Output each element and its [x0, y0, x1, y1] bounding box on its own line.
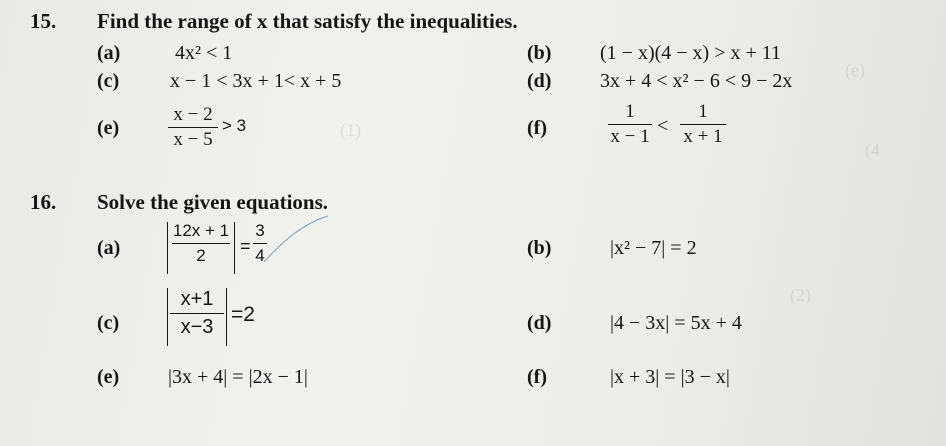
q15f-right-numerator: 1: [698, 101, 708, 122]
q15b-label: (b): [527, 42, 552, 64]
q15a-label: (a): [97, 42, 121, 64]
q15a-inequality: 4x² < 1: [175, 42, 233, 64]
q16f-label: (f): [527, 366, 547, 388]
q15c-label: (c): [97, 70, 120, 92]
q16e-equation: |3x + 4| = |2x − 1|: [168, 366, 308, 388]
absolute-value-bar: [167, 288, 168, 346]
q16c-numerator: x+1: [180, 288, 214, 310]
q15f-right-fraction: [680, 101, 726, 148]
q16c-fraction: [170, 287, 224, 340]
q16a-label: (a): [97, 237, 121, 259]
q16e-label: (e): [97, 366, 120, 388]
fraction-bar: [168, 127, 218, 128]
q15c-inequality: x − 1 < 3x + 1< x + 5: [170, 70, 342, 92]
fraction-bar: [680, 124, 726, 125]
q15f-left-numerator: 1: [625, 101, 635, 122]
absolute-value-bar: [167, 222, 168, 274]
q15e-rest: > 3: [222, 116, 247, 135]
q15e-numerator: x − 2: [173, 104, 213, 125]
q16d-label: (d): [527, 312, 552, 334]
q15f-right-denominator: x + 1: [683, 126, 723, 147]
q16a-right-numerator: 3: [255, 221, 265, 240]
q15f-left-fraction: [608, 101, 652, 148]
q15b-inequality: (1 − x)(4 − x) > x + 11: [600, 42, 782, 64]
q16c-denominator: x−3: [180, 316, 214, 338]
question-15-number: 15.: [30, 9, 57, 33]
q15f-operator: <: [657, 115, 669, 137]
show-through-mark: (e): [845, 60, 865, 80]
q16b-equation: |x² − 7| = 2: [610, 237, 697, 259]
q15f-left-denominator: x − 1: [610, 126, 650, 147]
q16c-label: (c): [97, 312, 120, 334]
question-15-title: Find the range of x that satisfy the inequalities.: [97, 9, 518, 33]
fraction-bar: [608, 124, 652, 125]
show-through-mark: (2): [790, 285, 811, 305]
q16a-denominator: 2: [196, 246, 206, 265]
question-16-number: 16.: [30, 190, 57, 214]
show-through-mark: (1): [340, 120, 361, 140]
absolute-value-bar: [234, 222, 235, 274]
q16a-right-denominator: 4: [255, 246, 265, 265]
q15e-label: (e): [97, 117, 120, 139]
fraction-bar: [172, 243, 230, 244]
q15d-label: (d): [527, 70, 552, 92]
q16c-rest: =2: [231, 303, 255, 326]
q15f-label: (f): [527, 117, 547, 139]
q16b-label: (b): [527, 237, 552, 259]
q16a-equals: =: [240, 236, 251, 256]
fraction-bar: [170, 313, 224, 314]
q15e-fraction: [168, 104, 218, 151]
show-through-mark: (4: [865, 140, 880, 160]
q16a-fraction: [172, 220, 230, 267]
q15d-inequality: 3x + 4 < x² − 6 < 9 − 2x: [600, 70, 793, 92]
pen-stroke-mark: [262, 212, 332, 267]
q16d-equation: |4 − 3x| = 5x + 4: [610, 312, 742, 334]
q16a-numerator: 12x + 1: [172, 221, 230, 240]
question-16-title: Solve the given equations.: [97, 190, 329, 214]
q16f-equation: |x + 3| = |3 − x|: [610, 366, 730, 388]
q15e-denominator: x − 5: [173, 129, 213, 150]
absolute-value-bar: [226, 288, 227, 346]
